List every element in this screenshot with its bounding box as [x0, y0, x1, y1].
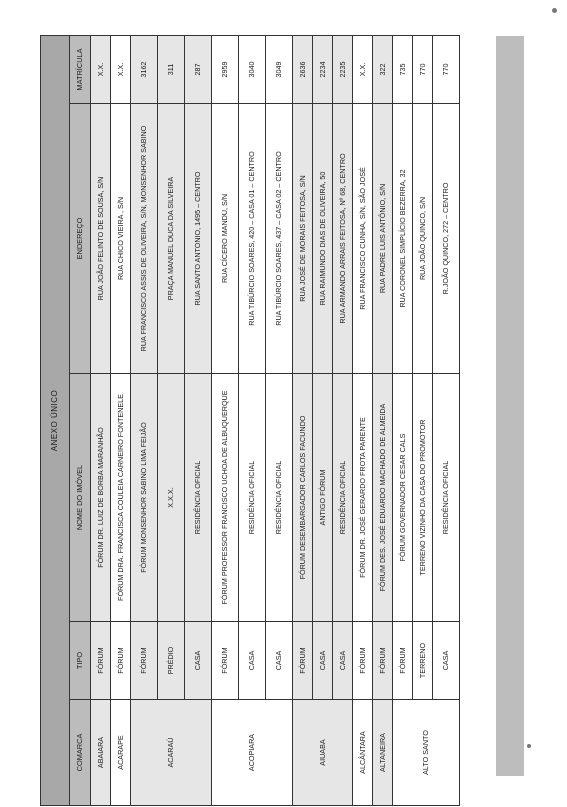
cell-comarca: ALTO SANTO — [393, 700, 460, 806]
table-row — [239, 36, 266, 806]
table-row — [373, 36, 393, 806]
cell-tipo: CASA — [433, 622, 460, 700]
cell-matricula: 770 — [413, 36, 433, 104]
header-endereco: ENDEREÇO — [70, 104, 91, 374]
cell-comarca: ALCÂNTARA — [353, 700, 373, 806]
cell-nome: FÓRUM DR. LUIZ DE BORBA MARANHÃO — [91, 374, 111, 622]
cell-tipo: FÓRUM — [91, 622, 111, 700]
cell-endereco: RUA SANTO ANTONIO, 1495 – CENTRO — [185, 104, 212, 374]
header-matricula: MATRÍCULA — [70, 36, 91, 104]
cell-endereco: RUA CÍCERO MANDU, S/N — [212, 104, 239, 374]
cell-endereco: RUA ARMANDO ARRAIS FEITOSA, Nº 68, CENTRO — [333, 104, 353, 374]
cell-endereco: RUA JOSÉ DE MORAIS FEITOSA, S/N — [293, 104, 313, 374]
table-row — [333, 36, 353, 806]
cell-endereco: RUA CHICO VIEIRA , S/N — [111, 104, 131, 374]
cell-comarca: ACOPIARA — [212, 700, 293, 806]
cell-endereco: RUA JOÃO FELINTO DE SOUSA, S/N — [91, 104, 111, 374]
cell-nome: RESIDÊNCIA OFICIAL — [333, 374, 353, 622]
cell-matricula: X.X. — [353, 36, 373, 104]
cell-nome: FÓRUM GOVERNADOR CESAR CALS — [393, 374, 413, 622]
cell-matricula: X.X. — [111, 36, 131, 104]
cell-tipo: PRÉDIO — [158, 622, 185, 700]
cell-matricula: 3040 — [239, 36, 266, 104]
header-comarca: COMARCA — [70, 700, 91, 806]
cell-tipo: FÓRUM — [131, 622, 158, 700]
table-title: ANEXO ÚNICO — [41, 36, 70, 806]
cell-nome: ANTIGO FÓRUM — [313, 374, 333, 622]
cell-tipo: FÓRUM — [373, 622, 393, 700]
cell-nome: FÓRUM DES. JOSÉ EDUARDO MACHADO DE ALMEIDA — [373, 374, 393, 622]
table-row — [393, 36, 413, 806]
cell-endereco: RUA JOÃO QUINCO, S/N — [413, 104, 433, 374]
cell-matricula: 735 — [393, 36, 413, 104]
cell-matricula: X.X. — [91, 36, 111, 104]
cell-comarca: ACARAÚ — [131, 700, 212, 806]
cell-comarca: ACARAPE — [111, 700, 131, 806]
table-row — [266, 36, 293, 806]
cell-endereco: RUA RAIMUNDO DIAS DE OLIVEIRA, 50 — [313, 104, 333, 374]
cell-comarca: AIUABA — [293, 700, 353, 806]
cell-nome: FÓRUM MONSENHOR SABINO LIMA FEIJÃO — [131, 374, 158, 622]
cell-endereco: R.JOÃO QUINCO, 272 – CENTRO — [433, 104, 460, 374]
table-row — [131, 36, 158, 806]
table-row — [433, 36, 460, 806]
cell-matricula: 3162 — [131, 36, 158, 104]
cell-matricula: 322 — [373, 36, 393, 104]
cell-nome: FÓRUM DR. JOSÉ GERARDO FROTA PARENTE — [353, 374, 373, 622]
cell-nome: FÓRUM PROFESSOR FRANCISCO UCHOA DE ALBUQUERQUE — [212, 374, 239, 622]
table-row — [293, 36, 313, 806]
cell-nome: TERRENO VIZINHO DA CASA DO PROMOTOR — [413, 374, 433, 622]
cell-nome: FÓRUM DRA. FRANCISCA COULEIA CARNEIRO FONTENELE — [111, 374, 131, 622]
cell-tipo: FÓRUM — [293, 622, 313, 700]
property-table — [40, 35, 460, 806]
document-page — [40, 36, 530, 806]
cell-nome: RESIDÊNCIA OFICIAL — [185, 374, 212, 622]
cell-endereco: RUA PADRE LUIS ANTÔNIO, S/N — [373, 104, 393, 374]
cell-nome: X.X.X. — [158, 374, 185, 622]
cell-endereco: RUA TIBÚRCIO SOARES, 420 – CASA 01 – CENTRO — [239, 104, 266, 374]
header-nome: NOME DO IMÓVEL — [70, 374, 91, 622]
cell-nome: RESIDÊNCIA OFICIAL — [433, 374, 460, 622]
punch-mark — [552, 8, 557, 13]
cell-tipo: CASA — [313, 622, 333, 700]
cell-tipo: CASA — [185, 622, 212, 700]
cell-tipo: CASA — [239, 622, 266, 700]
cell-endereco: RUA CORONEL SIMPLÍCIO BEZERRA, 32 — [393, 104, 413, 374]
table-row — [91, 36, 111, 806]
cell-tipo: TERRENO — [413, 622, 433, 700]
table-row — [313, 36, 333, 806]
cell-comarca: ALTANEIRA — [373, 700, 393, 806]
table-row — [413, 36, 433, 806]
cell-matricula: 2959 — [212, 36, 239, 104]
cell-nome: RESIDÊNCIA OFICIAL — [239, 374, 266, 622]
cell-tipo: FÓRUM — [353, 622, 373, 700]
cell-matricula: 2234 — [313, 36, 333, 104]
table-row — [111, 36, 131, 806]
table-row — [185, 36, 212, 806]
cell-endereco: RUA FRANCISCO CUNHA, S/N, SÃO JOSÉ — [353, 104, 373, 374]
cell-endereco: PRAÇA MANUEL DUCA DA SILVEIRA — [158, 104, 185, 374]
cell-tipo: CASA — [333, 622, 353, 700]
cell-matricula: 2235 — [333, 36, 353, 104]
cell-tipo: CASA — [266, 622, 293, 700]
cell-nome: RESIDÊNCIA OFICIAL — [266, 374, 293, 622]
cell-endereco: RUA TIBÚRCIO SOARES, 437 – CASA 02 – CENTRO — [266, 104, 293, 374]
table-row — [212, 36, 239, 806]
cell-tipo: FÓRUM — [111, 622, 131, 700]
table-row — [158, 36, 185, 806]
cell-tipo: FÓRUM — [393, 622, 413, 700]
table-row — [353, 36, 373, 806]
cell-matricula: 2636 — [293, 36, 313, 104]
cell-matricula: 311 — [158, 36, 185, 104]
cell-nome: FÓRUM DESEMBARGADOR CARLOS FACUNDO — [293, 374, 313, 622]
cell-comarca: ABAIARA — [91, 700, 111, 806]
cell-matricula: 287 — [185, 36, 212, 104]
cell-tipo: FÓRUM — [212, 622, 239, 700]
cell-endereco: RUA FRANCISCO ASSIS DE OLIVEIRA, S/N, MONSENHOR SABINO — [131, 104, 158, 374]
header-tipo: TIPO — [70, 622, 91, 700]
cell-matricula: 3049 — [266, 36, 293, 104]
cell-matricula: 770 — [433, 36, 460, 104]
